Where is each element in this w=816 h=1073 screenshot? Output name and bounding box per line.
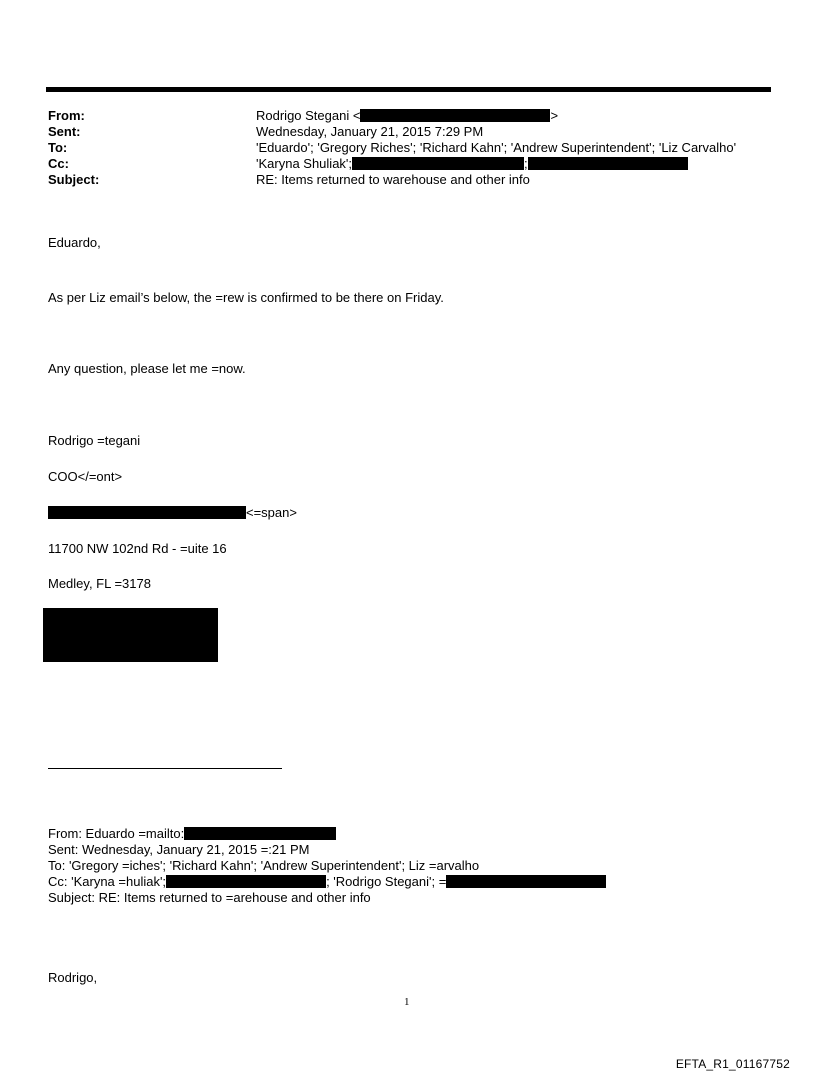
from-value: Rodrigo Stegani < > (256, 108, 559, 123)
body-line: As per Liz email’s below, the =rew is confirmed to be there on Friday. (48, 290, 444, 305)
cc-label: Cc: (48, 156, 69, 171)
subject-label: Subject: (48, 172, 100, 187)
subject-value: RE: Items returned to warehouse and other info (256, 172, 530, 187)
redaction-box (528, 157, 688, 170)
signature-name: Rodrigo =tegani (48, 433, 141, 448)
page-number: 1 (404, 996, 410, 1008)
subject-row (48, 172, 778, 188)
quoted-greeting: Rodrigo, (48, 970, 98, 985)
sent-label: Sent: (48, 124, 81, 139)
quoted-subject: Subject: RE: Items returned to =arehouse and other info (48, 890, 371, 905)
redaction-box (48, 506, 246, 519)
signature-city: Medley, FL =3178 (48, 576, 151, 591)
greeting: Eduardo, (48, 235, 101, 250)
redaction-block (43, 608, 218, 662)
signature-address: 11700 NW 102nd Rd - =uite 16 (48, 541, 227, 556)
from-label: From: (48, 108, 85, 123)
redaction-box (184, 827, 336, 840)
bates-number: EFTA_R1_01167752 (675, 1057, 790, 1071)
to-label: To: (48, 140, 68, 155)
redaction-box (446, 875, 606, 888)
quoted-to: To: 'Gregory =iches'; 'Richard Kahn'; 'Andrew Superintendent'; Liz =arvalho (48, 858, 480, 873)
separator-line (48, 768, 282, 769)
cc-value: 'Karyna Shuliak'; ; (256, 156, 688, 172)
to-row (48, 140, 778, 156)
redaction-box (360, 109, 550, 122)
email-header (48, 108, 778, 188)
quoted-cc: Cc: 'Karyna =huliak'; ; 'Rodrigo Stegani'; = (48, 874, 606, 890)
redaction-box (166, 875, 326, 888)
from-row (48, 108, 778, 124)
body-line: Any question, please let me =now. (48, 361, 246, 376)
signature-company: <=span> (48, 505, 297, 521)
redaction-box (352, 157, 524, 170)
sent-row (48, 124, 778, 140)
sent-value: Wednesday, January 21, 2015 7:29 PM (256, 124, 484, 139)
signature-title: COO</=ont> (48, 469, 123, 484)
quoted-sent: Sent: Wednesday, January 21, 2015 =:21 PM (48, 842, 310, 857)
to-value: 'Eduardo'; 'Gregory Riches'; 'Richard Kahn'; 'Andrew Superintendent'; 'Liz Carvalho' (256, 140, 737, 155)
header-rule (46, 87, 771, 92)
cc-row (48, 156, 778, 172)
quoted-from: From: Eduardo =mailto: (48, 826, 606, 842)
quoted-header (48, 826, 606, 906)
